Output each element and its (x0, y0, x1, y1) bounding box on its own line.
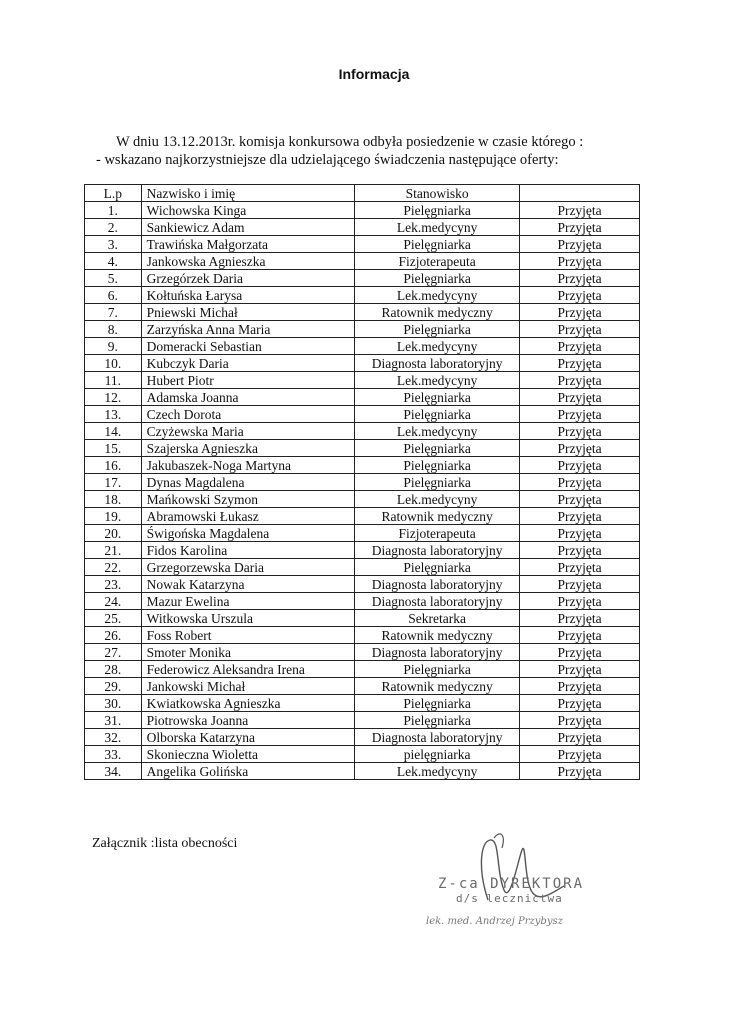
stamp-line-3: lek. med. Andrzej Przybysz (426, 916, 563, 927)
row-position: Pielęgniarka (355, 270, 520, 287)
table-row (85, 321, 640, 338)
row-name: Trawińska Małgorzata (141, 236, 355, 253)
row-result: Przyjęta (520, 287, 640, 304)
table-row (85, 525, 640, 542)
table-row (85, 559, 640, 576)
row-name: Sankiewicz Adam (141, 219, 355, 236)
row-lp: 12. (85, 389, 142, 406)
row-lp: 11. (85, 372, 142, 389)
row-lp: 31. (85, 712, 142, 729)
table-row (85, 253, 640, 270)
table-row (85, 270, 640, 287)
table-row (85, 593, 640, 610)
row-name: Zarzyńska Anna Maria (141, 321, 355, 338)
row-lp: 2. (85, 219, 142, 236)
row-result: Przyjęta (520, 202, 640, 219)
row-name: Angelika Golińska (141, 763, 355, 780)
table-row (85, 406, 640, 423)
table-row (85, 644, 640, 661)
row-position: Diagnosta laboratoryjny (355, 729, 520, 746)
row-result: Przyjęta (520, 491, 640, 508)
row-result: Przyjęta (520, 644, 640, 661)
row-name: Fidos Karolina (141, 542, 355, 559)
table-row (85, 304, 640, 321)
row-position: Pielęgniarka (355, 661, 520, 678)
table-row (85, 746, 640, 763)
table-row (85, 729, 640, 746)
row-lp: 32. (85, 729, 142, 746)
row-name: Nowak Katarzyna (141, 576, 355, 593)
row-position: Pielęgniarka (355, 321, 520, 338)
row-lp: 23. (85, 576, 142, 593)
row-result: Przyjęta (520, 372, 640, 389)
row-position: Ratownik medyczny (355, 508, 520, 525)
row-result: Przyjęta (520, 457, 640, 474)
offers-table (84, 184, 640, 780)
row-name: Dynas Magdalena (141, 474, 355, 491)
stamp-line-1: Z-ca DYREKTORA (438, 876, 585, 892)
row-lp: 15. (85, 440, 142, 457)
table-row (85, 338, 640, 355)
row-name: Skonieczna Wioletta (141, 746, 355, 763)
table-row (85, 712, 640, 729)
row-name: Kołtuńska Łarysa (141, 287, 355, 304)
row-result: Przyjęta (520, 406, 640, 423)
row-lp: 29. (85, 678, 142, 695)
row-lp: 3. (85, 236, 142, 253)
row-lp: 9. (85, 338, 142, 355)
row-result: Przyjęta (520, 763, 640, 780)
row-position: Lek.medycyny (355, 491, 520, 508)
row-name: Kubczyk Daria (141, 355, 355, 372)
table-header-row (85, 185, 640, 202)
row-name: Kwiatkowska Agnieszka (141, 695, 355, 712)
row-position: Pielęgniarka (355, 457, 520, 474)
row-position: Pielęgniarka (355, 559, 520, 576)
table-row (85, 627, 640, 644)
table-row (85, 457, 640, 474)
row-position: Lek.medycyny (355, 423, 520, 440)
table-row (85, 678, 640, 695)
row-lp: 6. (85, 287, 142, 304)
row-name: Szajerska Agnieszka (141, 440, 355, 457)
row-name: Mańkowski Szymon (141, 491, 355, 508)
row-name: Pniewski Michał (141, 304, 355, 321)
row-position: Fizjoterapeuta (355, 253, 520, 270)
row-position: Lek.medycyny (355, 338, 520, 355)
row-result: Przyjęta (520, 270, 640, 287)
row-lp: 25. (85, 610, 142, 627)
row-position: Pielęgniarka (355, 202, 520, 219)
row-name: Jakubaszek-Noga Martyna (141, 457, 355, 474)
row-position: Fizjoterapeuta (355, 525, 520, 542)
row-result: Przyjęta (520, 474, 640, 491)
row-lp: 18. (85, 491, 142, 508)
row-lp: 13. (85, 406, 142, 423)
table-row (85, 542, 640, 559)
row-lp: 30. (85, 695, 142, 712)
row-result: Przyjęta (520, 236, 640, 253)
row-result: Przyjęta (520, 508, 640, 525)
row-result: Przyjęta (520, 423, 640, 440)
row-lp: 7. (85, 304, 142, 321)
row-name: Jankowski Michał (141, 678, 355, 695)
row-lp: 1. (85, 202, 142, 219)
table-row (85, 219, 640, 236)
row-lp: 24. (85, 593, 142, 610)
row-name: Domeracki Sebastian (141, 338, 355, 355)
row-name: Witkowska Urszula (141, 610, 355, 627)
row-name: Smoter Monika (141, 644, 355, 661)
row-name: Świgońska Magdalena (141, 525, 355, 542)
row-result: Przyjęta (520, 559, 640, 576)
table-row (85, 763, 640, 780)
row-result: Przyjęta (520, 304, 640, 321)
table-row (85, 491, 640, 508)
table-row (85, 236, 640, 253)
row-position: Sekretarka (355, 610, 520, 627)
row-lp: 22. (85, 559, 142, 576)
row-result: Przyjęta (520, 593, 640, 610)
row-position: Diagnosta laboratoryjny (355, 593, 520, 610)
row-result: Przyjęta (520, 253, 640, 270)
row-position: Pielęgniarka (355, 474, 520, 491)
row-result: Przyjęta (520, 321, 640, 338)
row-position: Pielęgniarka (355, 389, 520, 406)
table-row (85, 372, 640, 389)
row-result: Przyjęta (520, 627, 640, 644)
row-result: Przyjęta (520, 746, 640, 763)
row-result: Przyjęta (520, 338, 640, 355)
table-row (85, 389, 640, 406)
row-name: Hubert Piotr (141, 372, 355, 389)
row-position: Lek.medycyny (355, 219, 520, 236)
document-title: Informacja (338, 66, 410, 82)
row-position: Diagnosta laboratoryjny (355, 644, 520, 661)
row-name: Mazur Ewelina (141, 593, 355, 610)
table-row (85, 423, 640, 440)
table-row (85, 287, 640, 304)
row-lp: 21. (85, 542, 142, 559)
row-result: Przyjęta (520, 729, 640, 746)
row-result: Przyjęta (520, 712, 640, 729)
row-position: Diagnosta laboratoryjny (355, 542, 520, 559)
row-lp: 5. (85, 270, 142, 287)
row-result: Przyjęta (520, 525, 640, 542)
row-lp: 8. (85, 321, 142, 338)
table-row (85, 474, 640, 491)
table-row (85, 508, 640, 525)
table-row (85, 355, 640, 372)
attachment-note: Załącznik :lista obecności (92, 836, 238, 851)
row-position: Pielęgniarka (355, 712, 520, 729)
row-lp: 33. (85, 746, 142, 763)
row-name: Wichowska Kinga (141, 202, 355, 219)
row-result: Przyjęta (520, 355, 640, 372)
row-position: Pielęgniarka (355, 236, 520, 253)
stamp-line-2: d/s lecznictwa (456, 892, 563, 905)
row-result: Przyjęta (520, 542, 640, 559)
row-result: Przyjęta (520, 389, 640, 406)
row-lp: 34. (85, 763, 142, 780)
row-lp: 19. (85, 508, 142, 525)
row-lp: 4. (85, 253, 142, 270)
row-name: Abramowski Łukasz (141, 508, 355, 525)
row-name: Jankowska Agnieszka (141, 253, 355, 270)
row-position: Pielęgniarka (355, 406, 520, 423)
row-position: Lek.medycyny (355, 287, 520, 304)
row-lp: 27. (85, 644, 142, 661)
row-result: Przyjęta (520, 576, 640, 593)
row-result: Przyjęta (520, 695, 640, 712)
header-result (520, 185, 640, 202)
table-row (85, 576, 640, 593)
row-lp: 26. (85, 627, 142, 644)
row-lp: 16. (85, 457, 142, 474)
row-name: Piotrowska Joanna (141, 712, 355, 729)
official-stamp (426, 870, 596, 940)
row-name: Grzegorzewska Daria (141, 559, 355, 576)
row-lp: 17. (85, 474, 142, 491)
row-position: Diagnosta laboratoryjny (355, 355, 520, 372)
intro-line-1: W dniu 13.12.2013r. komisja konkursowa odbyła posiedzenie w czasie którego : (116, 134, 584, 150)
row-name: Federowicz Aleksandra Irena (141, 661, 355, 678)
row-result: Przyjęta (520, 440, 640, 457)
header-name: Nazwisko i imię (141, 185, 355, 202)
row-name: Grzegórzek Daria (141, 270, 355, 287)
row-name: Adamska Joanna (141, 389, 355, 406)
row-position: Lek.medycyny (355, 372, 520, 389)
row-lp: 10. (85, 355, 142, 372)
row-position: pielęgniarka (355, 746, 520, 763)
row-position: Pielęgniarka (355, 440, 520, 457)
row-position: Ratownik medyczny (355, 678, 520, 695)
row-name: Foss Robert (141, 627, 355, 644)
row-position: Diagnosta laboratoryjny (355, 576, 520, 593)
row-result: Przyjęta (520, 661, 640, 678)
row-position: Lek.medycyny (355, 763, 520, 780)
row-position: Ratownik medyczny (355, 304, 520, 321)
row-result: Przyjęta (520, 610, 640, 627)
header-lp: L.p (85, 185, 142, 202)
table-body (85, 202, 640, 780)
table-row (85, 440, 640, 457)
table-row (85, 695, 640, 712)
row-name: Czech Dorota (141, 406, 355, 423)
row-result: Przyjęta (520, 678, 640, 695)
row-position: Ratownik medyczny (355, 627, 520, 644)
table-row (85, 661, 640, 678)
row-lp: 28. (85, 661, 142, 678)
table-row (85, 202, 640, 219)
intro-line-2: - wskazano najkorzystniejsze dla udzielającego świadczenia następujące oferty: (96, 152, 559, 168)
row-lp: 20. (85, 525, 142, 542)
row-name: Olborska Katarzyna (141, 729, 355, 746)
table-row (85, 610, 640, 627)
row-name: Czyżewska Maria (141, 423, 355, 440)
row-position: Pielęgniarka (355, 695, 520, 712)
header-position: Stanowisko (355, 185, 520, 202)
row-result: Przyjęta (520, 219, 640, 236)
row-lp: 14. (85, 423, 142, 440)
